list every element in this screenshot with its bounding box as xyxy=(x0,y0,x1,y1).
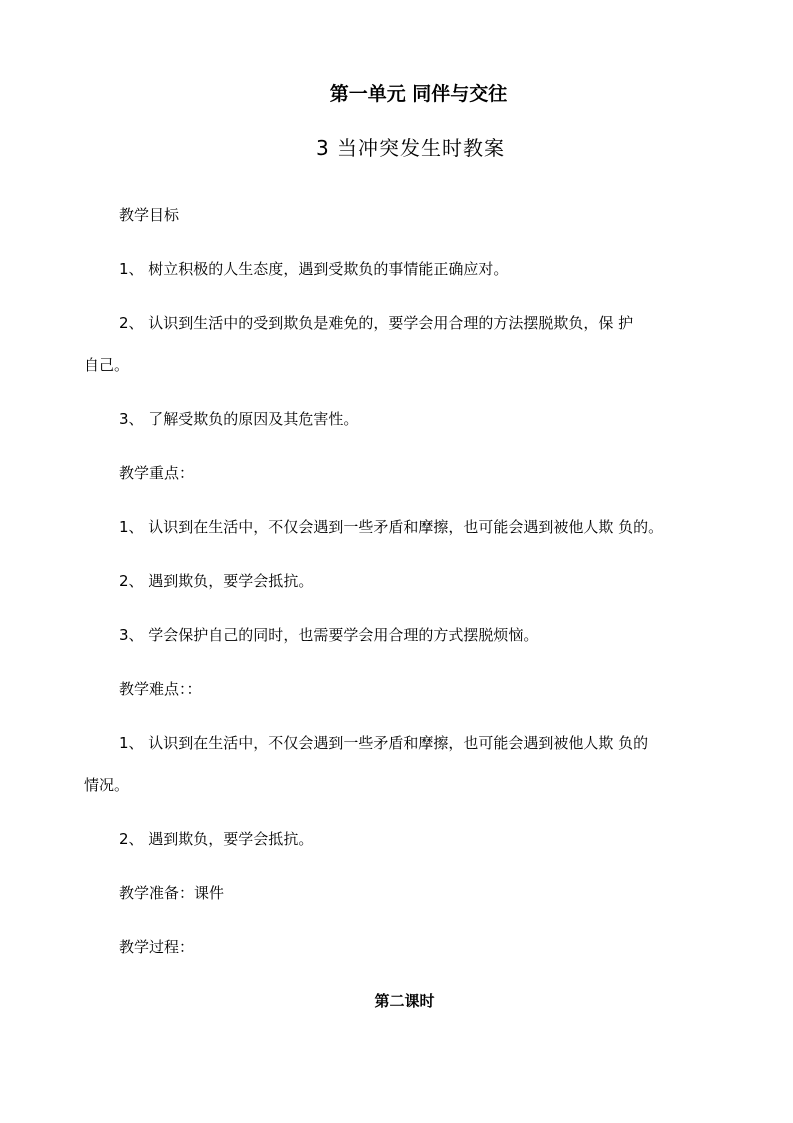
key-points-heading: 教学重点： xyxy=(119,464,195,482)
difficulty-2: 2、 遇到欺负，要学会抵抗。 xyxy=(119,830,314,848)
document-title: 第一单元 同伴与交往 xyxy=(329,83,508,105)
key-point-1: 1、 认识到在生活中，不仅会遇到一些矛盾和摩擦，也可能会遇到被他人欺 负的。 xyxy=(119,518,664,536)
key-point-2: 2、 遇到欺负，要学会抵抗。 xyxy=(119,572,314,590)
goal-item-2: 2、 认识到生活中的受到欺负是难免的，要学会用合理的方法摆脱欺负，保 护 xyxy=(119,314,634,332)
difficulty-1: 1、 认识到在生活中，不仅会遇到一些矛盾和摩擦，也可能会遇到被他人欺 负的 xyxy=(119,734,649,752)
process-heading: 教学过程： xyxy=(119,938,195,956)
key-point-3: 3、 学会保护自己的同时，也需要学会用合理的方式摆脱烦恼。 xyxy=(119,626,539,644)
preparation-line: 教学准备：课件 xyxy=(119,884,225,902)
second-lesson-heading: 第二课时 xyxy=(374,992,435,1010)
goal-item-1: 1、 树立积极的人生态度，遇到受欺负的事情能正确应对。 xyxy=(119,260,509,278)
lesson-title: 3 当冲突发生时教案 xyxy=(315,136,506,160)
teaching-goals-heading: 教学目标 xyxy=(119,206,180,224)
difficulties-heading: 教学难点：： xyxy=(119,680,202,698)
goal-item-2-continued: 自己。 xyxy=(84,356,130,374)
goal-item-3: 3、 了解受欺负的原因及其危害性。 xyxy=(119,410,359,428)
difficulty-1-continued: 情况。 xyxy=(84,776,130,794)
